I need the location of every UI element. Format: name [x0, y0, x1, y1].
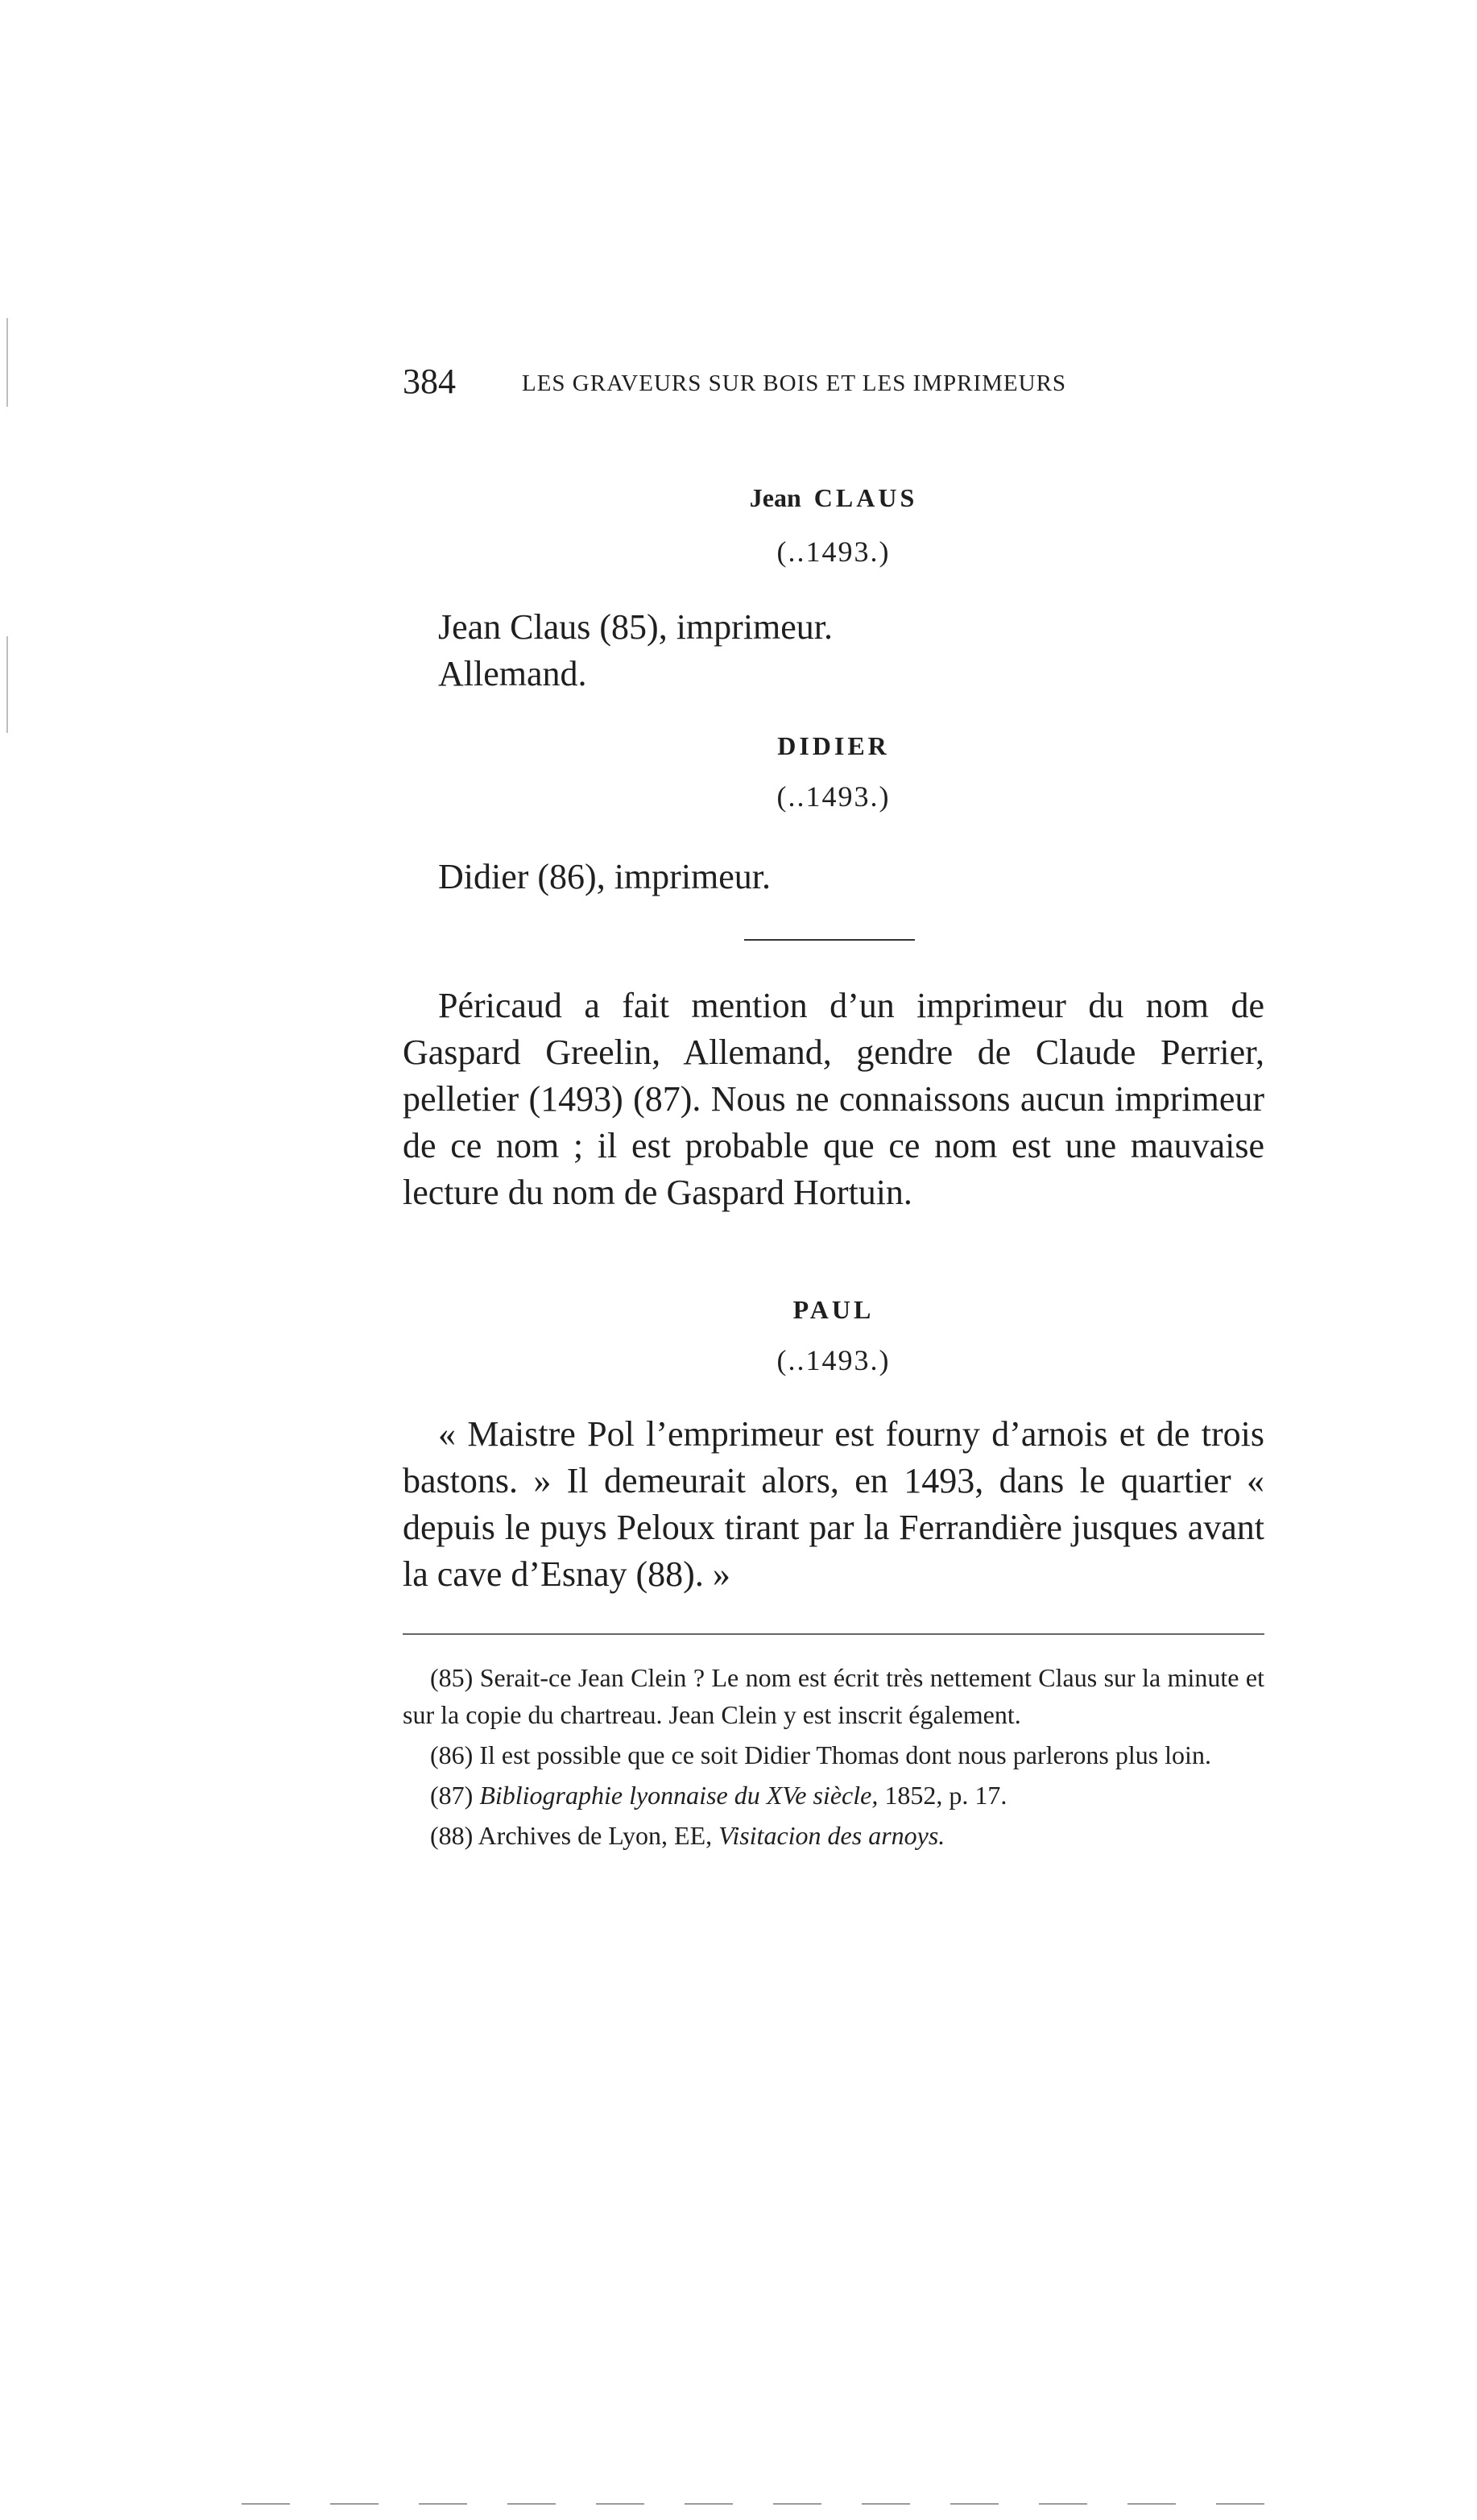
footnote-work-title: Visitacion des arnoys. [718, 1821, 945, 1850]
footnote-rule [403, 1633, 1264, 1635]
footnote-prefix: (87) [430, 1781, 480, 1810]
entry-line: Didier (86), imprimeur. [438, 857, 772, 896]
entry-surname: PAUL [792, 1295, 875, 1324]
running-title: LES GRAVEURS SUR BOIS ET LES IMPRIMEURS [522, 370, 1067, 396]
pericaud-paragraph: Péricaud a fait mention d’un imprimeur du nom de Gaspard Greelin, Allemand, gendre de Claude Perrier, pelletier (1493) (87). Nous ne connaissons aucun imprimeur de ce nom ; il est probable que ce nom est une mauvaise lecture du nom de Gaspard Hortuin. [403, 986, 1264, 1212]
paul-paragraph: « Maistre Pol l’emprimeur est fourny d’arnois et de trois bastons. » Il demeurait alors, en 1493, dans le quartier « depuis le puys Peloux tirant par la Ferrandière jusques avant la cave d’Esnay (88). » [403, 1414, 1264, 1594]
entry-line: Allemand. [438, 654, 587, 693]
entry-heading-didier [403, 731, 1264, 761]
scan-edge-mark [6, 636, 8, 733]
footnote-87 [403, 1777, 1264, 1814]
entry-given-name: Jean [749, 483, 801, 512]
entry-surname: CLAUS [813, 483, 918, 512]
footnote-85: (85) Serait-ce Jean Clein ? Le nom est écrit très nettement Claus sur la minute et sur la copie du chartreau. Jean Clein y est inscrit également. [403, 1663, 1264, 1729]
entry-date-paul: (..1493.) [776, 1344, 891, 1376]
footnote-suffix: 1852, p. 17. [878, 1781, 1007, 1810]
entry-line: Jean Claus (85), imprimeur. [438, 607, 834, 647]
footnote-prefix: (88) Archives de Lyon, EE, [430, 1821, 719, 1850]
section-separator [744, 939, 915, 941]
entry-surname: DIDIER [777, 731, 890, 760]
scan-bottom-dashes [242, 2503, 1289, 2505]
footnote-88 [403, 1817, 1264, 1854]
footnotes [403, 1659, 1264, 1857]
entry-date-claus: (..1493.) [776, 536, 891, 568]
entry-date-didier: (..1493.) [776, 780, 891, 813]
footnote-86: (86) Il est possible que ce soit Didier Thomas dont nous parlerons plus loin. [430, 1740, 1211, 1769]
scan-edge-mark [6, 318, 8, 407]
footnote-work-title: Bibliographie lyonnaise du XVe siècle, [479, 1781, 879, 1810]
entry-text-claus [438, 604, 1243, 697]
entry-text-didier [438, 854, 1243, 900]
entry-heading-paul [403, 1295, 1264, 1325]
page-number: 384 [403, 362, 456, 401]
entry-heading-claus [403, 483, 1264, 513]
running-header [403, 361, 1264, 409]
